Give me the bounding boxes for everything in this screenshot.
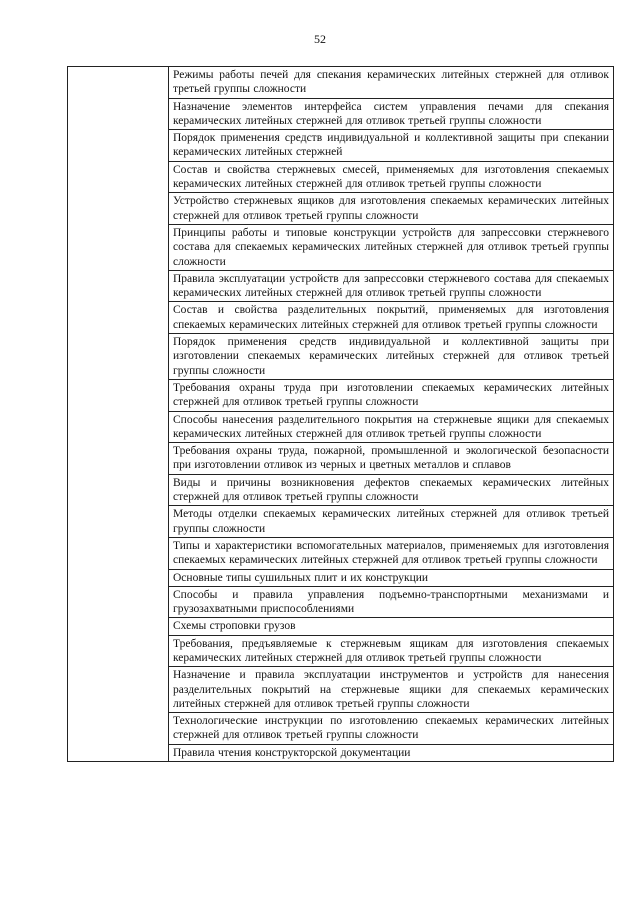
knowledge-item-cell: Правила чтения конструкторской документации — [169, 744, 614, 761]
knowledge-item-cell: Основные типы сушильных плит и их конструкции — [169, 569, 614, 586]
knowledge-item-cell: Порядок применения средств индивидуальной и коллективной защиты при изготовлении спекаемых керамических литейных стержней для отливок третьей группы сложности — [169, 334, 614, 380]
knowledge-item-cell: Требования охраны труда, пожарной, промышленной и экологической безопасности при изготовлении отливок из черных и цветных металлов и сплавов — [169, 443, 614, 475]
knowledge-item-cell: Состав и свойства разделительных покрытий, применяемых для изготовления спекаемых керамических литейных стержней для отливок третьей группы сложности — [169, 302, 614, 334]
knowledge-item-cell: Назначение элементов интерфейса систем управления печами для спекания керамических литейных стержней для отливок третьей группы сложности — [169, 98, 614, 130]
knowledge-item-cell: Режимы работы печей для спекания керамических литейных стержней для отливок третьей группы сложности — [169, 67, 614, 99]
knowledge-item-cell: Правила эксплуатации устройств для запрессовки стержневого состава для спекаемых керамических литейных стержней для отливок третьей группы сложности — [169, 270, 614, 302]
page-number: 52 — [314, 32, 326, 46]
knowledge-item-cell: Состав и свойства стержневых смесей, применяемых для изготовления спекаемых керамических литейных стержней для отливок третьей группы сложности — [169, 161, 614, 193]
requirements-table-body — [68, 67, 614, 762]
table-row — [68, 67, 614, 99]
knowledge-item-cell: Способы нанесения разделительного покрытия на стержневые ящики для спекаемых керамических литейных стержней для отливок третьей группы сложности — [169, 411, 614, 443]
requirements-table — [67, 66, 614, 762]
section-label-cell — [68, 67, 169, 762]
knowledge-item-cell: Способы и правила управления подъемно-транспортными механизмами и грузозахватными приспособлениями — [169, 586, 614, 618]
knowledge-item-cell: Устройство стержневых ящиков для изготовления спекаемых керамических литейных стержней для отливок третьей группы сложности — [169, 193, 614, 225]
knowledge-item-cell: Методы отделки спекаемых керамических литейных стержней для отливок третьей группы сложности — [169, 506, 614, 538]
knowledge-item-cell: Типы и характеристики вспомогательных материалов, применяемых для изготовления спекаемых керамических литейных стержней для отливок третьей группы сложности — [169, 537, 614, 569]
knowledge-item-cell: Требования, предъявляемые к стержневым ящикам для изготовления спекаемых керамических литейных стержней для отливок третьей группы сложности — [169, 635, 614, 667]
knowledge-item-cell: Порядок применения средств индивидуальной и коллективной защиты при спекании керамических литейных стержней — [169, 130, 614, 162]
knowledge-item-cell: Технологические инструкции по изготовлению спекаемых керамических литейных стержней для отливок третьей группы сложности — [169, 713, 614, 745]
knowledge-item-cell: Требования охраны труда при изготовлении спекаемых керамических литейных стержней для отливок третьей группы сложности — [169, 379, 614, 411]
knowledge-item-cell: Виды и причины возникновения дефектов спекаемых керамических литейных стержней для отливок третьей группы сложности — [169, 474, 614, 506]
knowledge-item-cell: Назначение и правила эксплуатации инструментов и устройств для нанесения разделительных покрытий на стержневые ящики для спекаемых керамических литейных стержней для отливок третьей группы сложности — [169, 667, 614, 713]
knowledge-item-cell: Принципы работы и типовые конструкции устройств для запрессовки стержневого состава для спекаемых керамических литейных стержней для отливок третьей группы сложности — [169, 224, 614, 270]
knowledge-item-cell: Схемы строповки грузов — [169, 618, 614, 635]
